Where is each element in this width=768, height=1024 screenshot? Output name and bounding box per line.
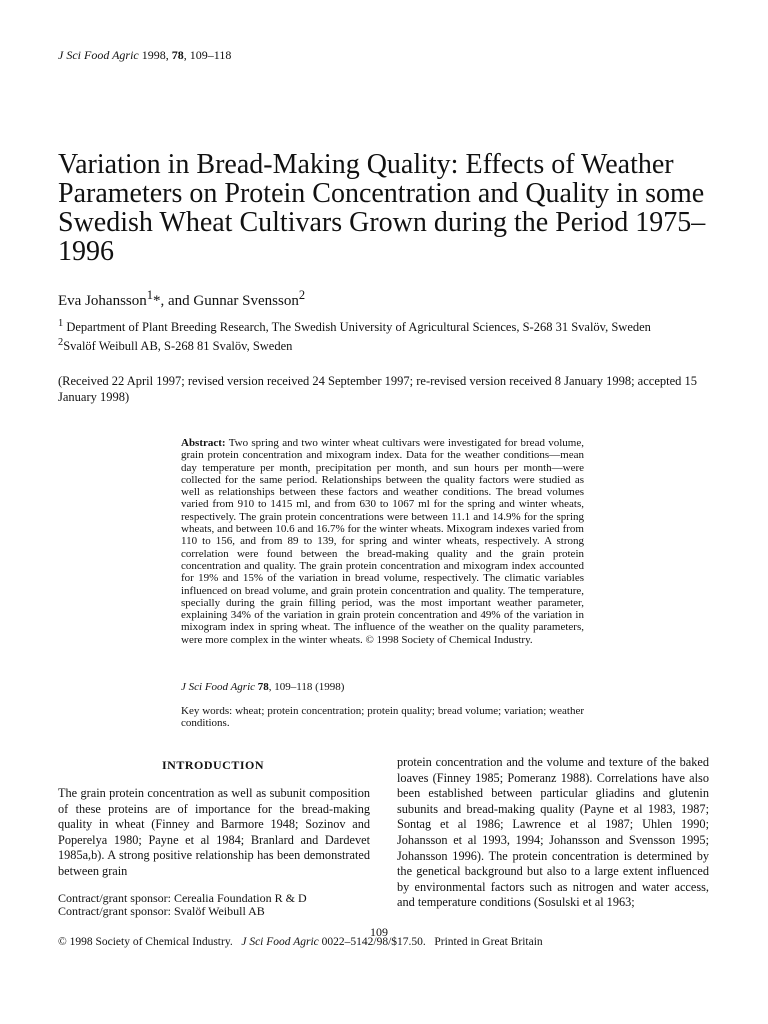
- page-footer: © 1998 Society of Chemical Industry. J Sci Food Agric 0022–5142/98/$17.50. Printed in Great Britain: [58, 936, 543, 948]
- author-name: Gunnar Svensson: [193, 293, 299, 309]
- paper-title: Variation in Bread-Making Quality: Effects of Weather Parameters on Protein Concentration and Quality in some Swedish Wheat Cultivars Grown during the Period 1975–1996: [58, 149, 706, 267]
- author-name: Eva Johansson: [58, 293, 147, 309]
- journal-reference: J Sci Food Agric 1998, 78, 109–118: [58, 48, 232, 62]
- section-heading: INTRODUCTION: [161, 758, 264, 772]
- grant-sponsors: [58, 892, 307, 918]
- author-list: Eva Johansson$^1$*, and Gunnar Svensson$^2$: [58, 288, 306, 309]
- page-number: 109: [370, 925, 388, 939]
- abstract-label: Abstract:: [181, 437, 226, 449]
- abstract-text: Two spring and two winter wheat cultivars were investigated for bread volume, grain protein concentration and mixogram index. Data for the weather conditions—mean day temperature per month, precipitation per month, and sun hours per month—were collected for the same period. Relationships between the quality factors were studied as well as relationships between these factors and weather conditions. The bread volumes varied from 910 to 1415 ml, and from 630 to 1067 ml for the spring and winter wheats, respectively. The grain protein concentrations were between 11.1 and 14.9% for the spring wheats, and between 10.6 and 16.7% for the winter wheats. Mixogram indexes varied from 110 to 156, and from 89 to 139, for spring and winter wheats, respectively. A strong correlation were found between the bread-making quality and the grain protein concentration and quality. The grain protein concentration and mixogram index accounted for 19% and 15% of the variation in bread volume, respectively. The climatic variables influenced on bread volume, and grain protein concentration and quality. The temperature, specially during the grain filling period, was the most important weather parameter, explaining 34% of the variation in grain protein concentration and 49% of the variation in mixogram index in spring wheat. The influence of the weather on the quality parameters, were more complex in the winter wheats. © 1998 Society of Chemical Industry.: [181, 437, 584, 646]
- affiliation: $^1$ Department of Plant Breeding Research, The Swedish University of Agricultural Sciences, S-268 31 Svalöv, Sweden: [58, 318, 651, 335]
- body-text-right-column: protein concentration and the volume and texture of the baked loaves (Finney 1985; Pomeranz 1988). Correlations have also been established between particular gliadins and glutenin subunits and bread-making quality (Payne et al 1983, 1987; Sontag et al 1986; Lawrence et al 1987; Uhlen 1990; Johansson et al 1993, 1994; Johansson and Svensson 1995; Johansson 1996). The protein concentration is determined by the genetical background but also to a large extent influenced by environmental factors such as nitrogen and water access, and temperature conditions (Sosulski et al 1963;: [397, 755, 709, 910]
- sponsor-line: Contract/grant sponsor: Cerealia Foundation R & D: [58, 891, 307, 905]
- keywords: Key words: wheat; protein concentration; protein quality; bread volume; variation; weather conditions.: [181, 705, 584, 730]
- received-dates: (Received 22 April 1997; revised version received 24 September 1997; re-revised version received 8 January 1998; accepted 15 January 1998): [58, 374, 698, 404]
- affiliation: $^2$Svalöf Weibull AB, S-268 81 Svalöv, Sweden: [58, 337, 293, 354]
- abstract: [181, 437, 584, 646]
- affiliations: [58, 316, 718, 354]
- sponsor-line: Contract/grant sponsor: Svalöf Weibull AB: [58, 904, 265, 918]
- citation-line: J Sci Food Agric 78, 109–118 (1998): [181, 681, 345, 693]
- body-text-left-column: The grain protein concentration as well as subunit composition of these proteins are of importance for the bread-making quality in wheat (Finney and Barmore 1948; Sozinov and Poperelya 1980; Payne et al 1984; Branlard and Dardevet 1985a,b). A strong positive relationship has been demonstrated between grain: [58, 786, 370, 878]
